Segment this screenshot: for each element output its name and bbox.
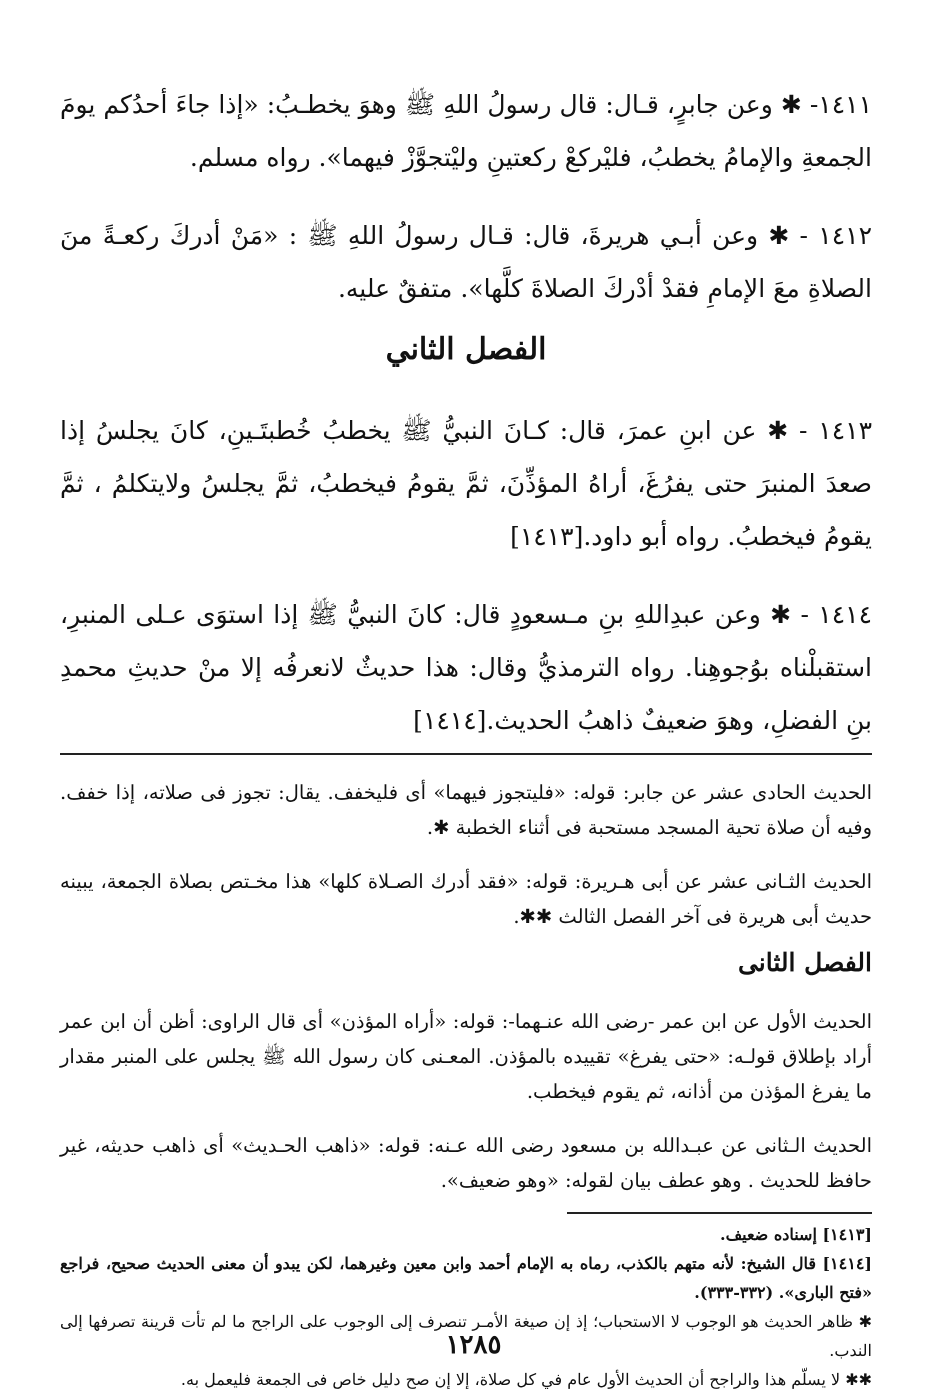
hadith-1412: ١٤١٢ - ✱ وعن أبـي هريرةَ، قال: قـال رسولُ اللهِ ﷺ : «مَنْ أدركَ ركعـةً منَ الصلاةِ معَ الإمامِ فقدْ أدْركَ الصلاةَ كلَّها». متفقٌ عليه. [60, 221, 872, 303]
hadith-1414: ١٤١٤ - ✱ وعن عبدِاللهِ بنِ مـسعودٍ قال: كانَ النبيُّ ﷺ إذا استوَى عـلى المنبرِ، استقبلْناه بوُجوهِنا. رواه الترمذيُّ وقال: هذا حديثٌ لانعرفُه إلا منْ حديثِ محمدِ بنِ الفضلِ، وهوَ ضعيفٌ ذاهبُ الحديث.[١٤١٤] [60, 600, 872, 735]
hadith-1411: ١٤١١- ✱ وعن جابرٍ، قـال: قال رسولُ اللهِ ﷺ وهوَ يخطـبُ: «إذا جاءَ أحدُكم يومَ الجمعةِ والإمامُ يخطبُ، فليْركعْ ركعتينِ وليْتجوَّزْ فيهما». رواه مسلم. [60, 90, 872, 172]
footnote-double-star: ✱✱ لا يسلّم هذا والراجح أن الحديث الأول عام في كل صلاة، إلا إن صح دليل خاص فى الجمعة فليعمل به. [180, 1370, 872, 1389]
footnote-1414: [١٤١٤] قال الشيخ: لأنه متهم بالكذب، رماه به الإمام أحمد وابن معين وغيرهما، لكن يبدو أن معنى الحديث صحيح، فراجع «فتح البارى». (٣٣٢-٣٣٣). [60, 1254, 872, 1302]
commentary-2: الحديث الثـانى عشر عن أبى هـريرة: قوله: «فقد أدرك الصـلاة كلها» هذا مخـتص بصلاة الجمعة، يبينه حديث أبى هريرة فى آخر الفصل الثالث ✱✱. [60, 870, 872, 928]
page-body [60, 78, 872, 1394]
commentary-heading: الفصل الثانى [737, 948, 872, 977]
footnote-1413: [١٤١٣] إسناده ضعيف. [720, 1225, 872, 1244]
footnote-star: ✱ ظاهر الحديث هو الوجوب لا الاستحباب؛ إذ إن صيغة الأمـر تنصرف إلى الوجوب على الراجح ما لم تأت قرينة تصرفها إلى الندب. [60, 1312, 872, 1360]
commentary-1: الحديث الحادى عشر عن جابر: قوله: «فليتجوز فيهما» أى فليخفف. يقال: تجوز فى صلاته، إذا خفف. وفيه أن صلاة تحية المسجد مستحبة فى أثناء الخطبة ✱. [60, 780, 872, 839]
page-number: ١٢٨٥ [445, 1330, 502, 1360]
hadith-1413: ١٤١٣ - ✱ عن ابنِ عمرَ، قال: كـانَ النبيُّ ﷺ يخطبُ خُطبتَـينِ، كانَ يجلسُ إذا صعدَ المنبرَ حتى يفرُغَ، أراهُ المؤذِّنَ، ثمَّ يقومُ فيخطبُ، ثمَّ يجلسُ ولايتكلمُ ، ثمَّ يقومُ فيخطبُ. رواه أبو داود.[١٤١٣] [60, 416, 872, 551]
commentary-3: الحديث الأول عن ابن عمر -رضى الله عنـهما-: قوله: «أراه المؤذن» أى قال الراوى: أظن أن ابن عمر أراد بإطلاق قولـه: «حتى يفرغ» تقييده بالمؤذن. المعـنى كان رسول الله ﷺ يجلس على المنبر مقدار ما يفرغ المؤذن من أذانه، ثم يقوم فيخطب. [60, 1009, 872, 1103]
section-divider [60, 753, 872, 755]
commentary-4: الحديث الـثانى عن عبـدالله بن مسعود رضى الله عـنه: قوله: «ذاهب الحـديث» أى ذاهب حديثه، غير حافظ للحديث . وهو عطف بيان لقوله: «وهو ضعيف». [60, 1134, 872, 1192]
section-title: الفصل الثاني [385, 332, 547, 367]
footnote-divider [567, 1212, 872, 1214]
